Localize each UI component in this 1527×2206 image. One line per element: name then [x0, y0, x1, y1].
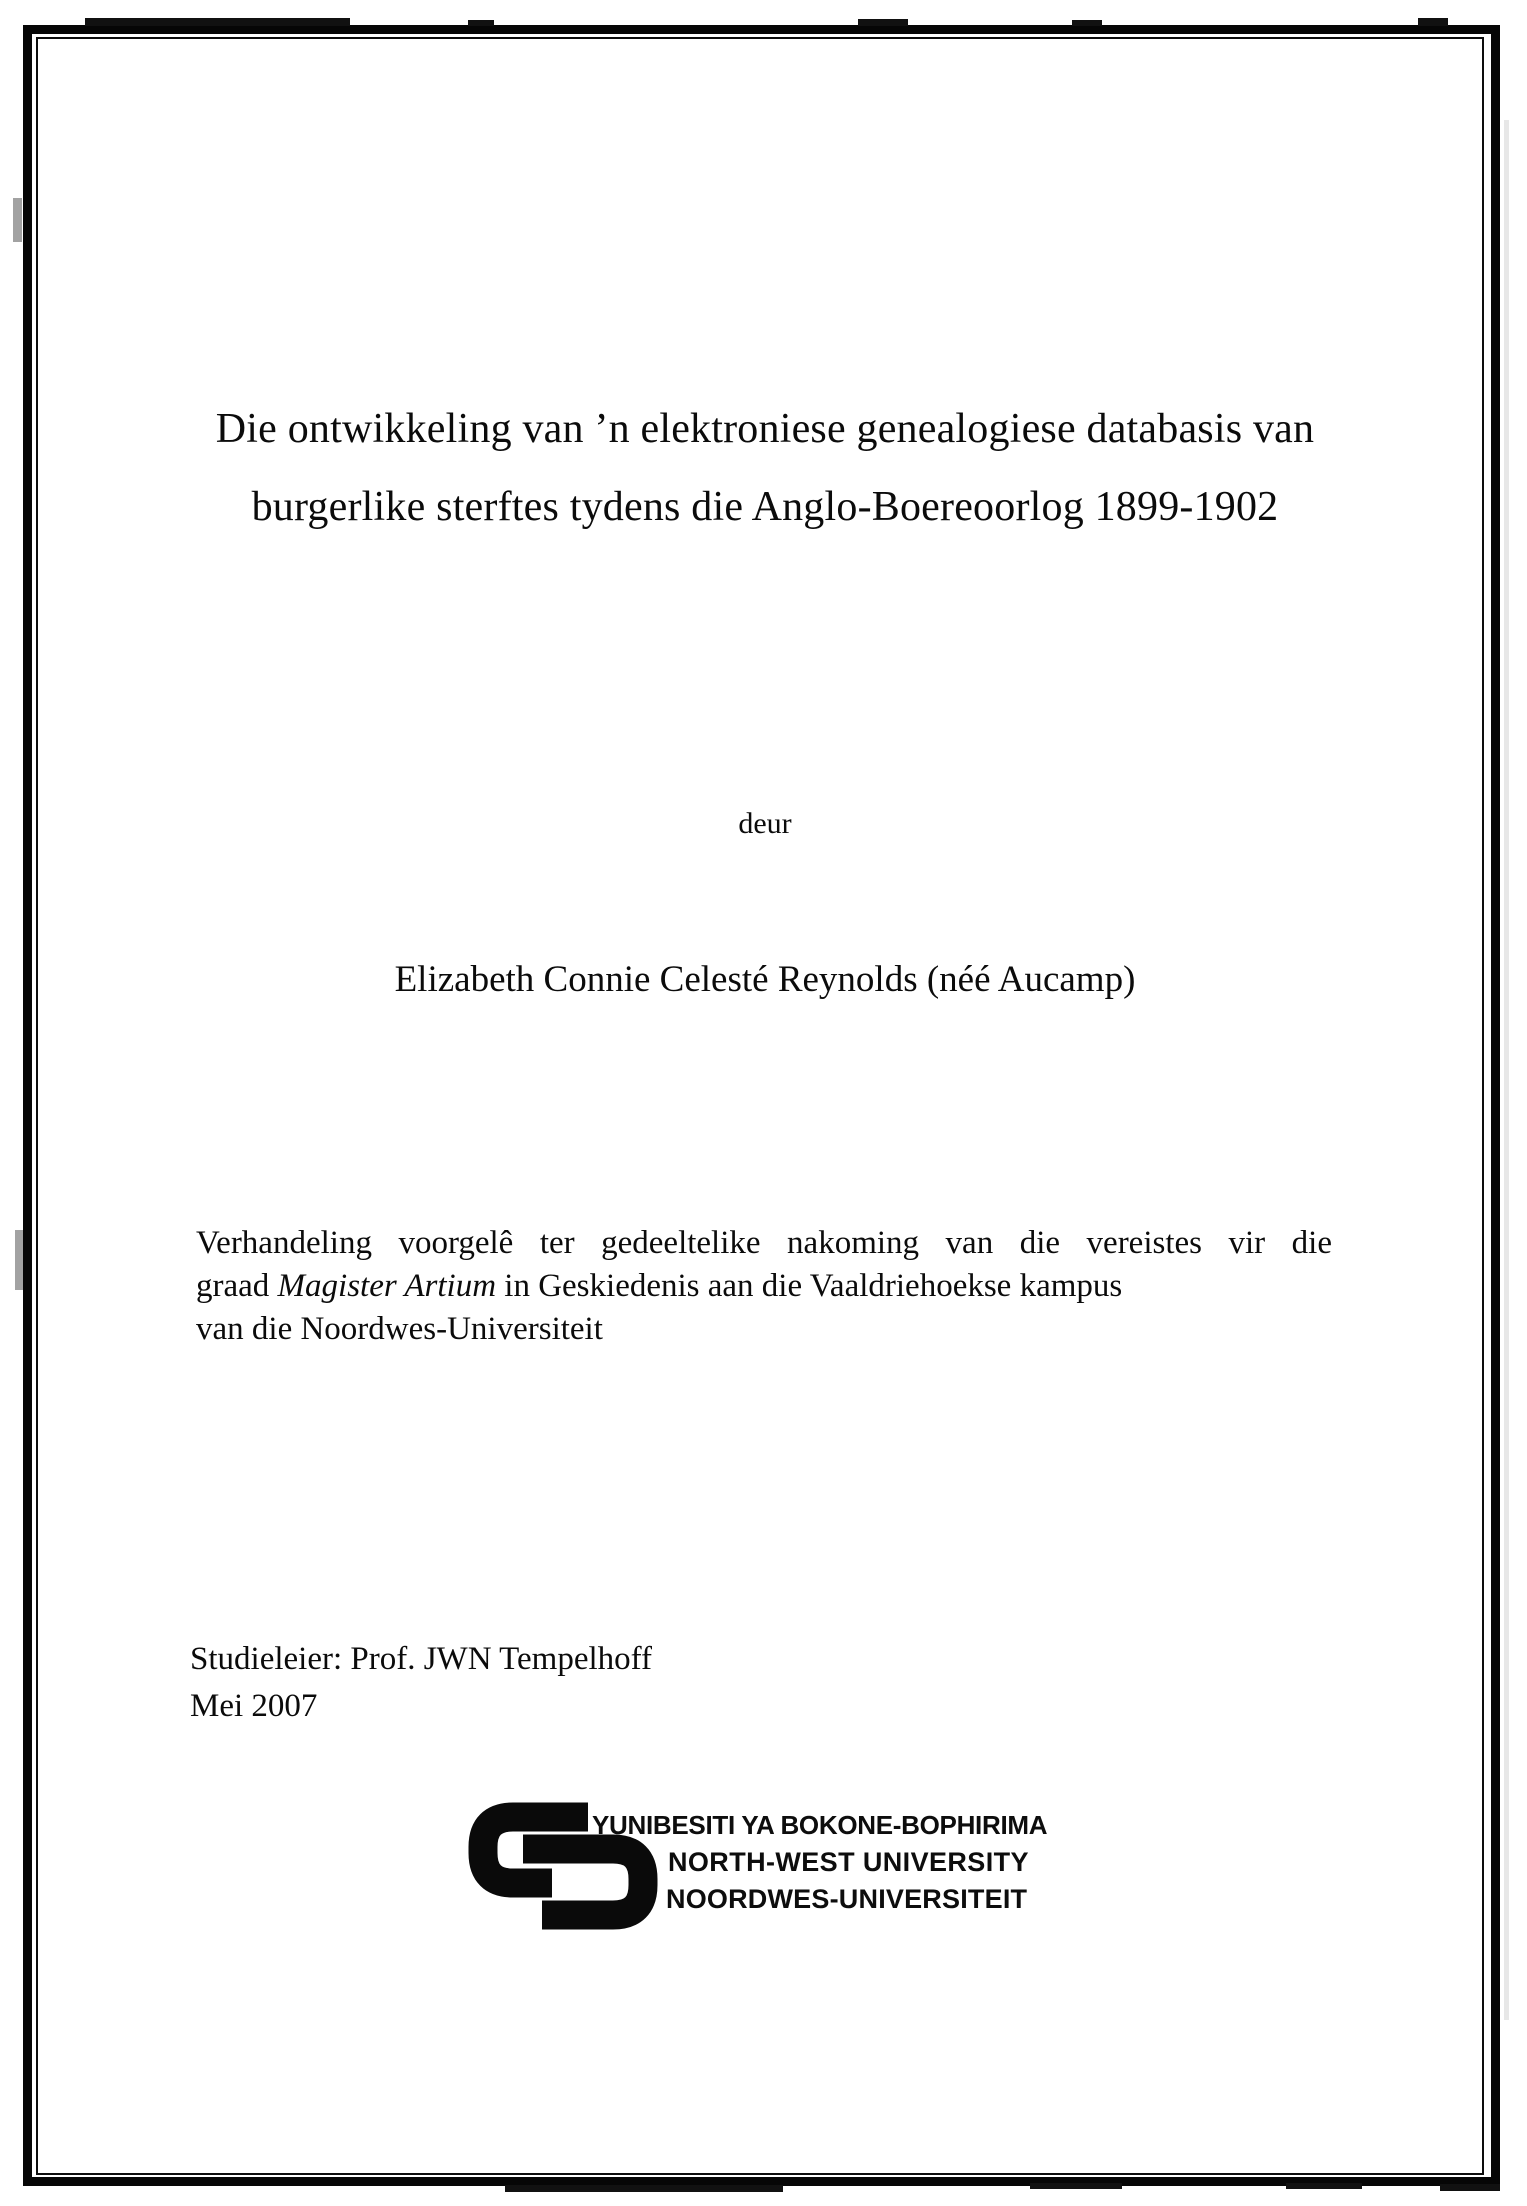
thesis-title — [10, 390, 1520, 546]
scan-artifact — [13, 198, 22, 242]
submission-line: van die Noordwes-Universiteit — [196, 1311, 603, 1347]
submission-line: graad Magister Artium in Geskiedenis aan die Vaaldriehoekse kampus — [196, 1268, 1123, 1304]
scan-artifact — [1418, 18, 1448, 26]
author-name: Elizabeth Connie Celesté Reynolds (néé Aucamp) — [394, 959, 1136, 1000]
supervisor-and-date — [190, 1636, 652, 1730]
degree-italic: Magister Artium — [277, 1268, 497, 1304]
scan-artifact — [85, 18, 350, 26]
scan-artifact — [1072, 20, 1102, 26]
scan-artifact — [1030, 2183, 1122, 2189]
byline: deur — [738, 807, 792, 840]
scan-artifact — [858, 19, 908, 26]
date-line: Mei 2007 — [190, 1688, 318, 1724]
scan-artifact — [1440, 2184, 1500, 2191]
scan-artifact — [1504, 120, 1509, 2020]
scan-artifact — [1286, 2183, 1362, 2189]
supervisor-line: Studieleier: Prof. JWN Tempelhoff — [190, 1641, 653, 1677]
title-line-1: Die ontwikkeling van ’n elektroniese genealogiese databasis van — [215, 406, 1315, 452]
logo-text-line-2: NORTH-WEST UNIVERSITY — [668, 1847, 1029, 1877]
logo-text-line-1: YUNIBESITI YA BOKONE-BOPHIRIMA — [592, 1810, 1048, 1840]
title-line-2: burgerlike sterftes tydens die Anglo-Boereoorlog 1899-1902 — [251, 484, 1279, 530]
scan-artifact — [15, 1230, 23, 1290]
submission-line: Verhandeling voorgelê ter gedeeltelike nakoming van die vereistes vir die — [196, 1225, 1332, 1261]
scan-artifact — [505, 2185, 783, 2192]
logo-text-line-3: NOORDWES-UNIVERSITEIT — [666, 1884, 1028, 1914]
scan-artifact — [468, 20, 494, 26]
submission-statement — [196, 1222, 1332, 1351]
